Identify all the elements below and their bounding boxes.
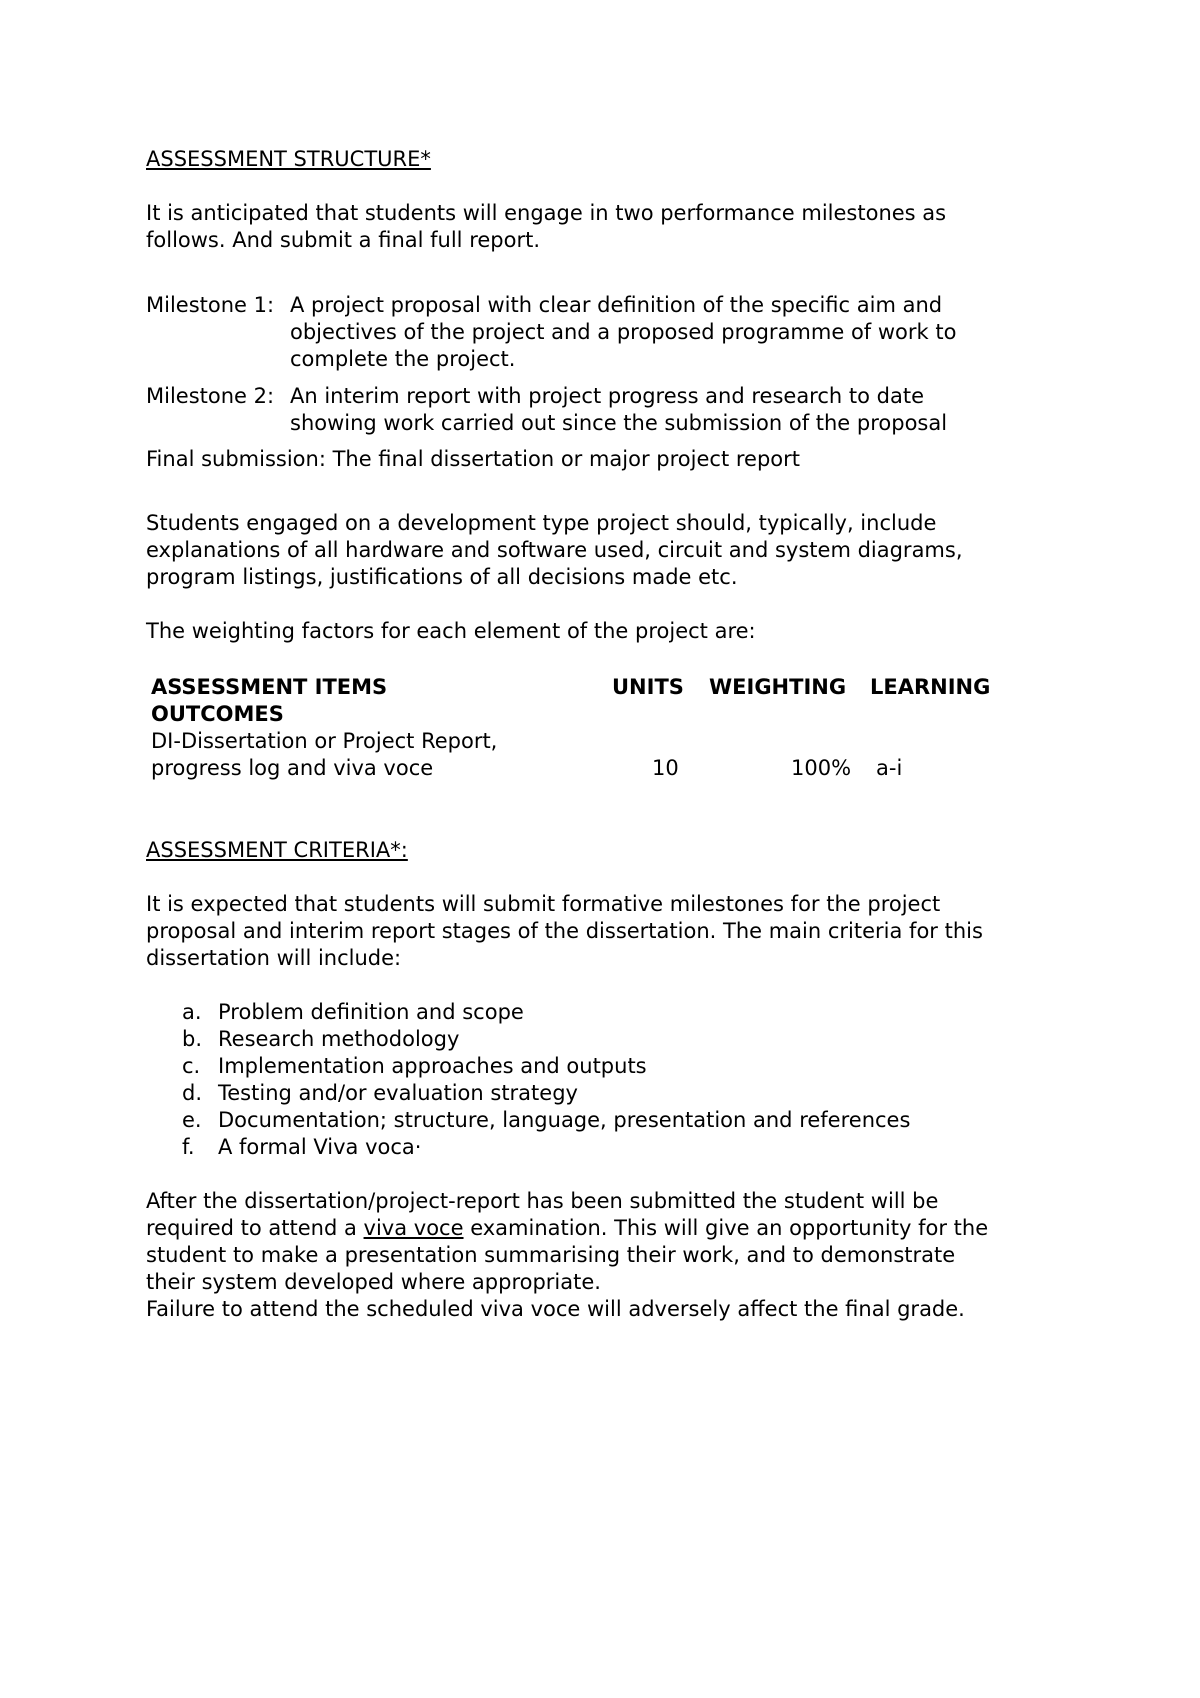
milestone-1-line-2: objectives of the project and a proposed programme of work to	[290, 320, 957, 344]
weighting-intro: The weighting factors for each element of the project are:	[146, 619, 756, 643]
table-header-items: ASSESSMENT ITEMS	[151, 675, 388, 699]
structure-intro-line-2: follows. And submit a final full report.	[146, 228, 541, 252]
milestone-2-line-1: An interim report with project progress and research to date	[290, 384, 924, 408]
list-item-letter: a.	[182, 1000, 202, 1024]
development-line-1: Students engaged on a development type project should, typically, include	[146, 511, 937, 535]
list-item-text: Documentation; structure, language, presentation and references	[218, 1108, 911, 1132]
table-row-weighting: 100%	[791, 756, 852, 780]
table-header-outcomes: OUTCOMES	[151, 702, 284, 726]
milestone-1-label: Milestone 1:	[146, 293, 275, 317]
criteria-intro-line-3: dissertation will include:	[146, 946, 402, 970]
final-submission-line: Final submission: The final dissertation or major project report	[146, 447, 800, 471]
table-row-item-line-1: DI-Dissertation or Project Report,	[151, 729, 498, 753]
list-item-text: Testing and/or evaluation strategy	[218, 1081, 578, 1105]
list-item-letter: b.	[182, 1027, 203, 1051]
milestone-2-label: Milestone 2:	[146, 384, 275, 408]
criteria-intro-line-2: proposal and interim report stages of the dissertation. The main criteria for this	[146, 919, 983, 943]
development-line-2: explanations of all hardware and software used, circuit and system diagrams,	[146, 538, 963, 562]
table-row-units: 10	[652, 756, 679, 780]
milestone-2-line-2: showing work carried out since the submission of the proposal	[290, 411, 948, 435]
list-item-text: Research methodology	[218, 1027, 460, 1051]
list-item-text: A formal Viva voca·	[218, 1135, 422, 1159]
milestone-1-line-1: A project proposal with clear definition of the specific aim and	[290, 293, 943, 317]
after-line-1: After the dissertation/project-report has been submitted the student will be	[146, 1189, 939, 1213]
after-line-5: Failure to attend the scheduled viva voce will adversely affect the final grade.	[146, 1297, 965, 1321]
viva-voce-underlined: viva voce	[363, 1216, 464, 1240]
after-line-2-post: examination. This will give an opportunity for the	[463, 1216, 989, 1240]
list-item-text: Implementation approaches and outputs	[218, 1054, 647, 1078]
structure-intro-line-1: It is anticipated that students will engage in two performance milestones as	[146, 201, 947, 225]
after-line-2	[146, 1215, 988, 1242]
milestone-1-line-3: complete the project.	[290, 347, 516, 371]
list-item-letter: d.	[182, 1081, 203, 1105]
after-line-3: student to make a presentation summarising their work, and to demonstrate	[146, 1243, 956, 1267]
table-header-learning: LEARNING	[870, 675, 991, 699]
criteria-heading: ASSESSMENT CRITERIA*:	[146, 838, 408, 862]
development-line-3: program listings, justifications of all decisions made etc.	[146, 565, 738, 589]
list-item-letter: c.	[182, 1054, 201, 1078]
criteria-intro-line-1: It is expected that students will submit formative milestones for the project	[146, 892, 941, 916]
after-line-2-pre: required to attend a	[146, 1216, 364, 1240]
list-item-letter: e.	[182, 1108, 202, 1132]
list-item-text: Problem definition and scope	[218, 1000, 524, 1024]
table-header-weighting: WEIGHTING	[709, 675, 847, 699]
list-item-letter: f.	[182, 1135, 195, 1159]
structure-heading: ASSESSMENT STRUCTURE*	[146, 147, 431, 171]
table-row-item-line-2: progress log and viva voce	[151, 756, 434, 780]
after-line-4: their system developed where appropriate.	[146, 1270, 601, 1294]
table-header-units: UNITS	[612, 675, 684, 699]
table-row-outcomes: a-i	[876, 756, 903, 780]
